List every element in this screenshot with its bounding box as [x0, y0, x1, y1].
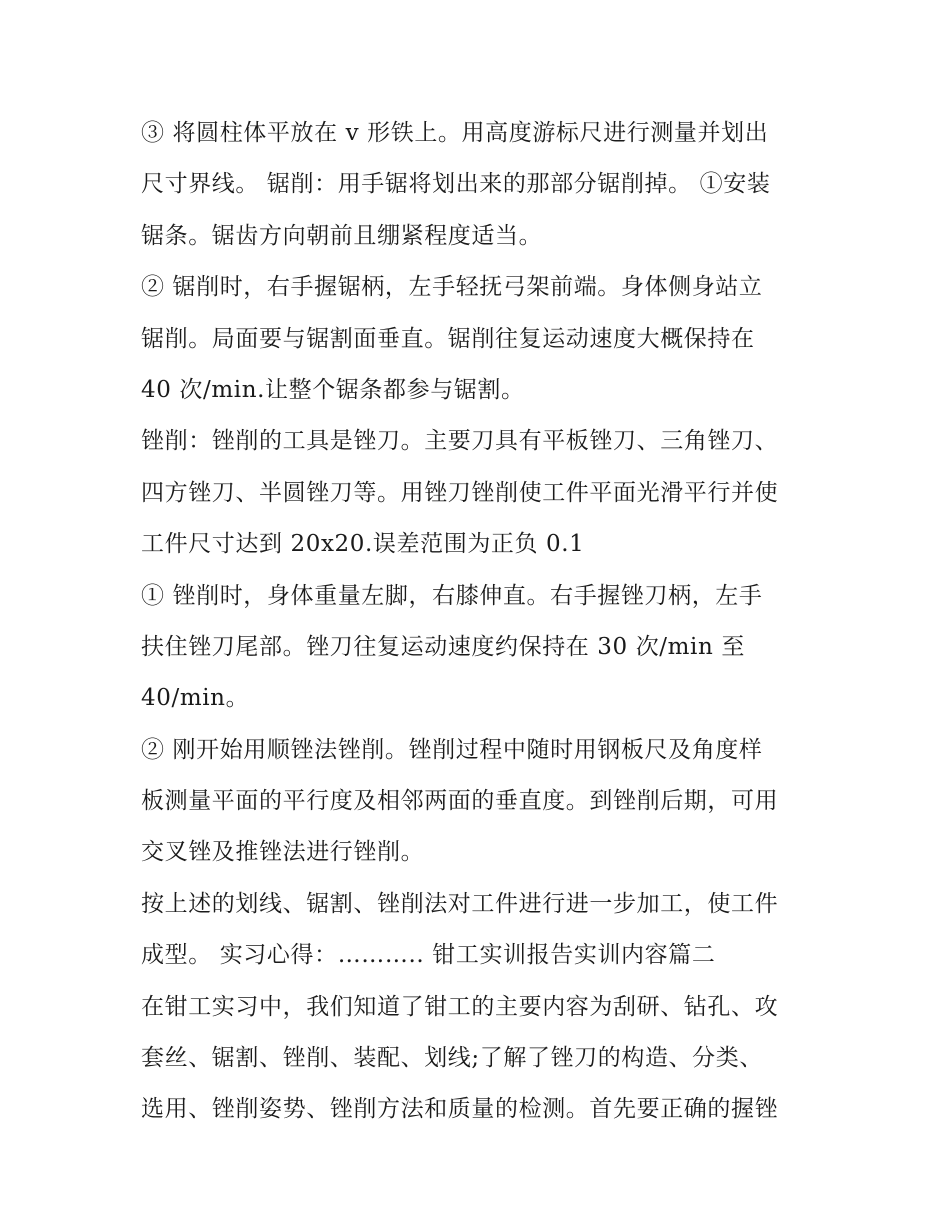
text-line: 扶住锉刀尾部。锉刀往复运动速度约保持在 30 次/min 至	[141, 633, 745, 660]
text-line: 尺寸界线。 锯削：用手锯将划出来的那部分锯削掉。 ①安装	[141, 171, 771, 198]
text-line: ② 锯削时，右手握锯柄，左手轻抚弓架前端。身体侧身站立	[141, 274, 763, 301]
text-line: 40 次/min.让整个锯条都参与锯割。	[141, 376, 525, 403]
body-text	[141, 108, 831, 1136]
text-line: 套丝、锯割、锉削、装配、划线;了解了锉刀的构造、分类、	[141, 1045, 763, 1072]
text-line: ② 刚开始用顺锉法锉削。锉削过程中随时用钢板尺及角度样	[141, 736, 763, 763]
text-line: 工件尺寸达到 20x20.误差范围为正负 0.1	[141, 531, 585, 558]
text-line: 锯条。锯齿方向朝前且绷紧程度适当。	[141, 222, 543, 249]
text-line: 四方锉刀、半圆锉刀等。用锉刀锉削使工件平面光滑平行并使	[141, 479, 779, 506]
text-line: 按上述的划线、锯割、锉削法对工件进行进一步加工，使工件	[141, 890, 779, 917]
text-line: 在钳工实习中，我们知道了钳工的主要内容为刮研、钻孔、攻	[141, 993, 779, 1020]
text-line: ① 锉削时，身体重量左脚，右膝伸直。右手握锉刀柄，左手	[141, 582, 763, 609]
text-line: 40/min。	[141, 685, 250, 712]
text-line: 成型。 实习心得：……….. 钳工实训报告实训内容篇二	[141, 942, 716, 969]
text-line: 锉削：锉削的工具是锉刀。主要刀具有平板锉刀、三角锉刀、	[141, 428, 779, 455]
text-line: 锯削。局面要与锯割面垂直。锯削往复运动速度大概保持在	[141, 325, 755, 352]
text-line: 选用、锉削姿势、锉削方法和质量的检测。首先要正确的握锉	[141, 1096, 779, 1123]
text-line: ③ 将圆柱体平放在 v 形铁上。用高度游标尺进行测量并划出	[141, 120, 769, 146]
text-line: 交叉锉及推锉法进行锉削。	[141, 839, 425, 866]
text-line: 板测量平面的平行度及相邻两面的垂直度。到锉削后期，可用	[141, 788, 779, 815]
